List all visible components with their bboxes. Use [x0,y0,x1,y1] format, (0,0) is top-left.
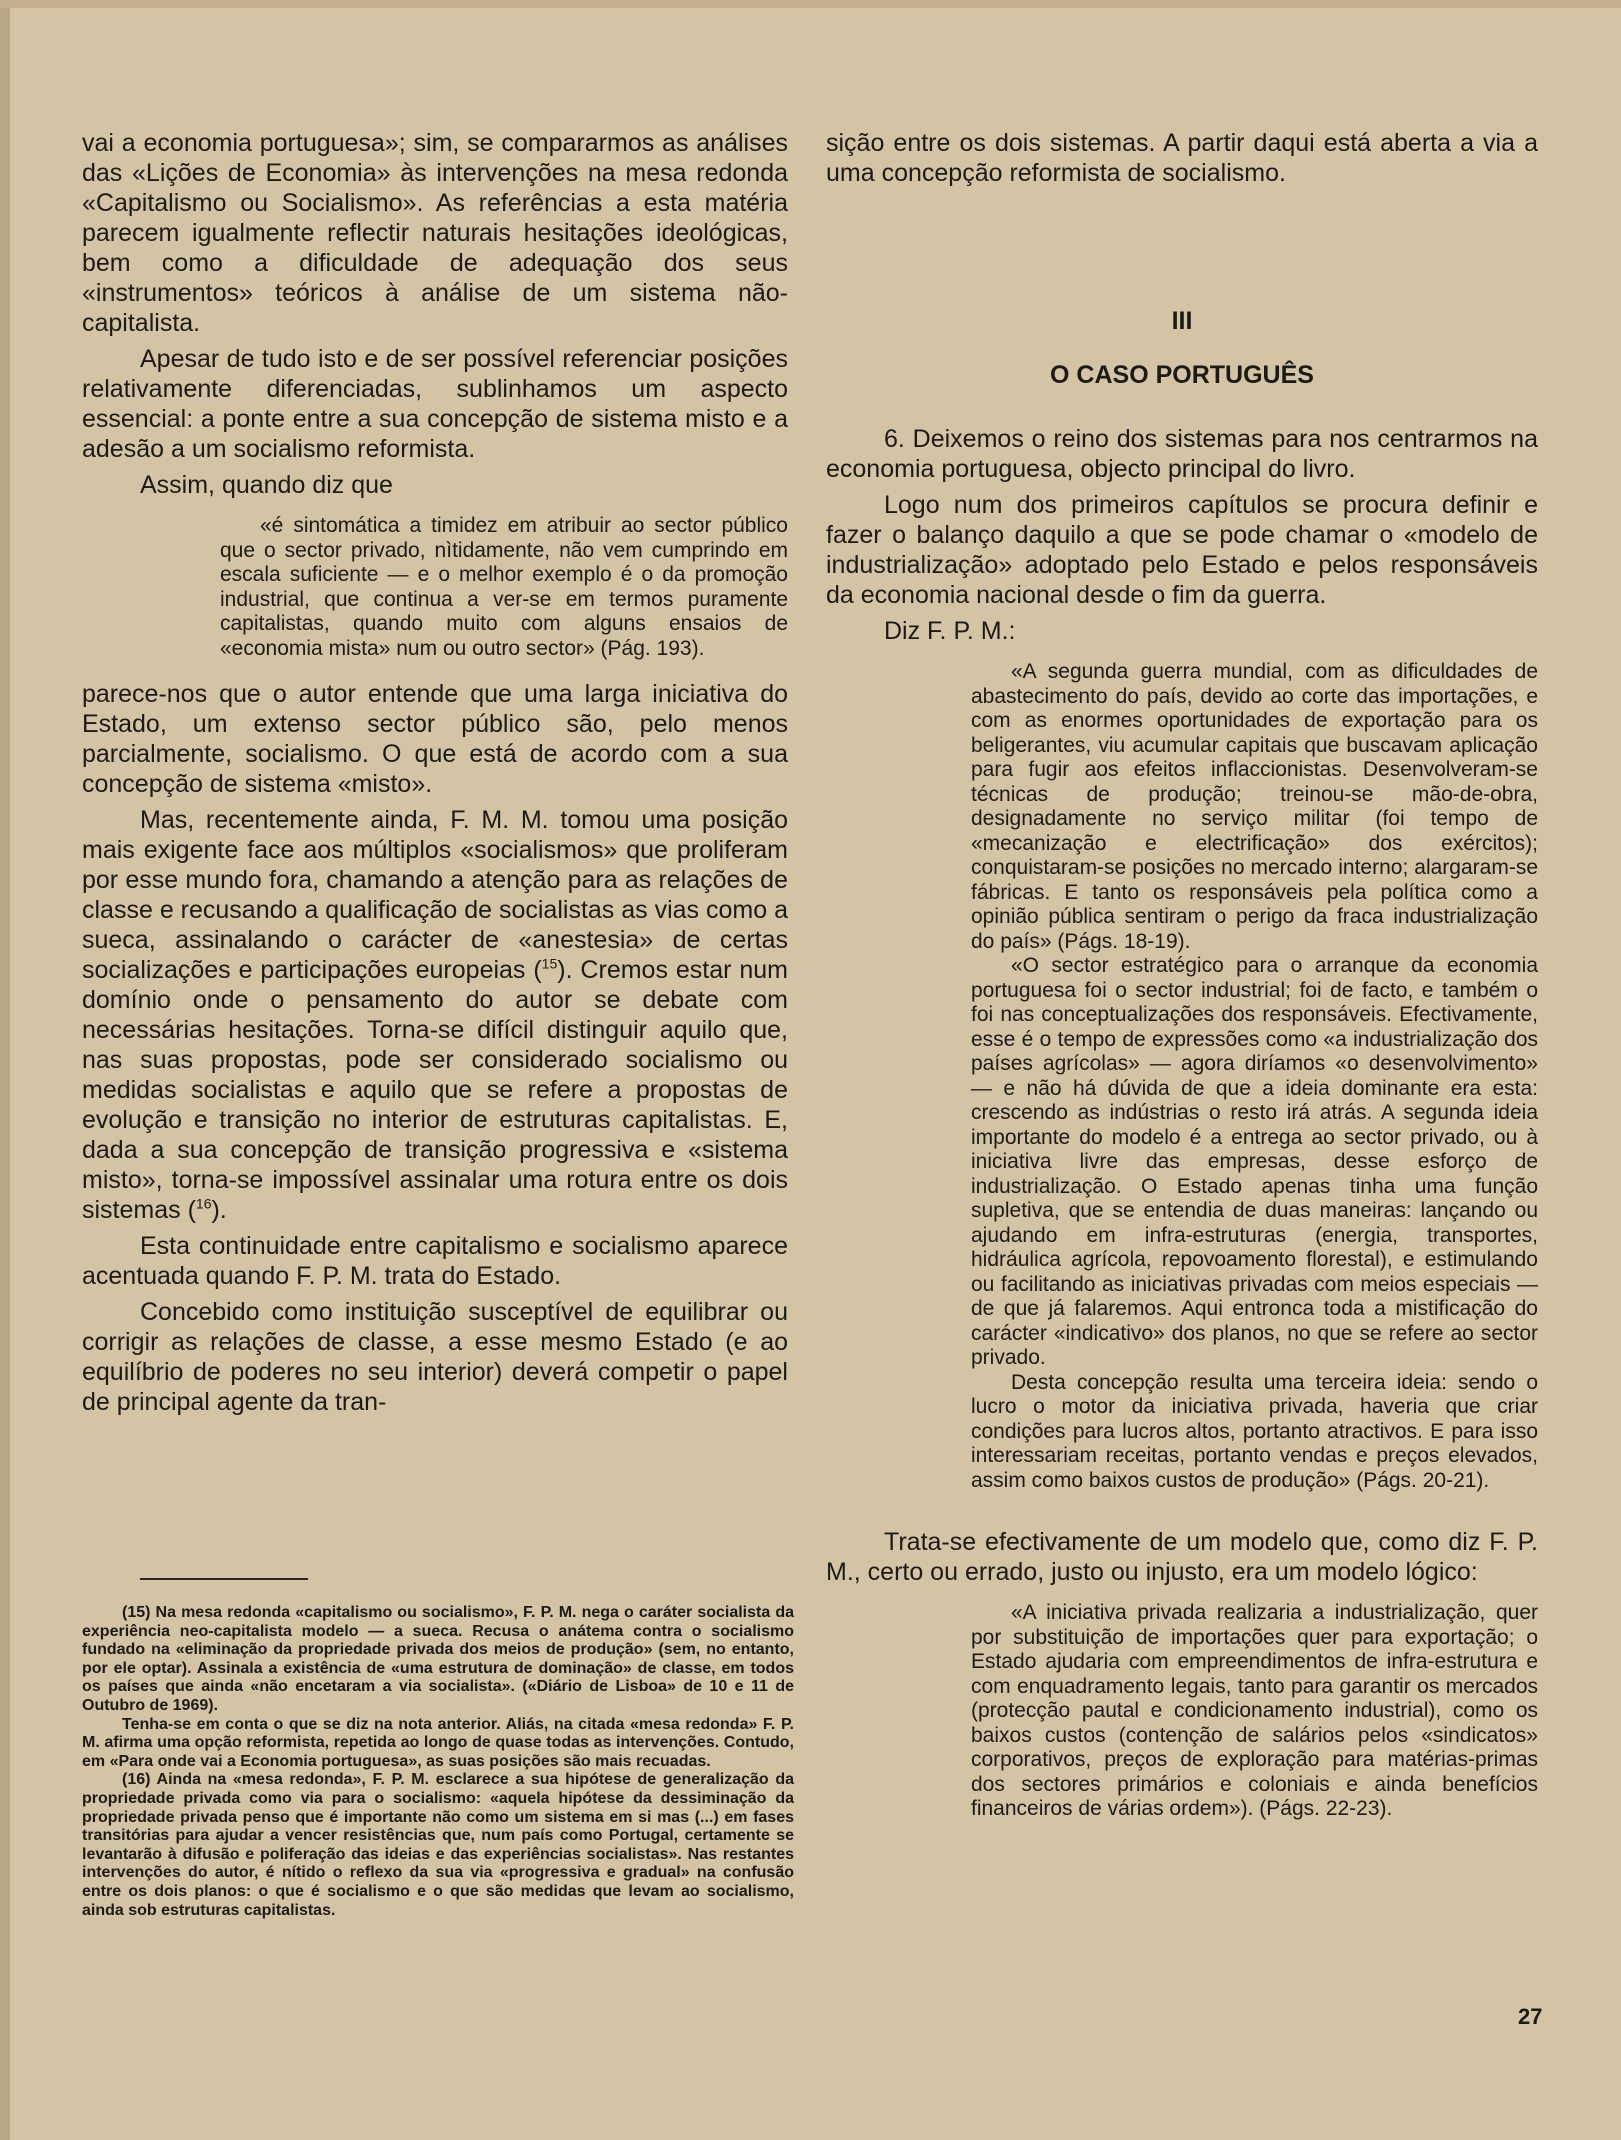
paragraph: Esta continuidade entre capitalismo e socialismo aparece acentuada quando F. P. M. trata do Estado. [82,1232,788,1290]
footnote-text: Ainda na «mesa redonda», F. P. M. esclarece a sua hipótese de generalização da propriedade privada como via para o socialismo: «aquela hipótese da dessiminação da propriedade privada penso que é importante não como um sistema em si mas (...) em fases transitórias para ajudar a vencer resistências que, num país como Portugal, certamente se levantarão à difusão e poliferação das ideias e das experiências socialistas». Nas restantes intervenções do autor, é nítido o reflexo da sua via «progressiva e gradual» na confusão entre os dois planos: o que é socialismo e o que são medidas que levam ao socialismo, ainda sob estruturas capitalistas. [82,1771,794,1919]
paragraph-text: Mas, recentemente ainda, F. M. M. tomou uma posição mais exigente face aos múltiplos «socialismos» que proliferam por esse mundo fora, chamando a atenção para as relações de classe e recusando a qualificação de socialistas as vias como a sueca, assinalando o carácter de «anestesia» de certas socializações e participações europeias ( [82,806,788,984]
paragraph-text: ). Cremos estar num domínio onde o pensamento do autor se debate com necessárias hesitações. Torna-se difícil distinguir aquilo que, nas suas propostas, pode ser considerado socialismo ou medidas socialistas e aquilo que se refere a propostas de evolução e transição no interior de estruturas capitalistas. E, dada a sua concepção de transição progressiva e «sistema misto», torna-se impossível assinalar uma rotura entre os dois sistemas ( [82,956,788,1224]
paragraph: Apesar de tudo isto e de ser possível referenciar posições relativamente diferenciadas, sublinhamos um aspecto essencial: a ponte entre a sua concepção de sistema misto e a adesão a um socialismo reformista. [82,345,788,463]
section-title: O CASO PORTUGUÊS [1050,361,1314,389]
paragraph: Concebido como instituição susceptível de equilibrar ou corrigir as relações de classe, a esse mesmo Estado (e ao equilíbrio de poderes no seu interior) deverá competir o papel de principal agente da tran- [82,1298,788,1416]
left-column [82,128,788,1423]
footnote-mark: (15) [122,1604,151,1621]
quote-text: «O sector estratégico para o arranque da economia portuguesa foi o sector industrial; foi de facto, e também o foi nas conceptualizações dos responsáveis. Efectivamente, esse é o tempo de expressões como «a industrialização dos países agrícolas» — agora diríamos «o desenvolvimento» — e não há dúvida de que a ideia dominante era esta: crescendo as indústrias o resto irá atrás. A segunda ideia importante do modelo é a entrega ao sector privado, ou à iniciativa livre das empresas, desse esforço de industrialização. O Estado apenas tinha uma função supletiva, que se entendia de duas maneiras: lançando ou ajudando em infra-estruturas (energia, transportes, hidráulica agrícola, repovoamento florestal), e estimulando ou facilitando as iniciativas privadas com meios especiais — de que já falaremos. Aqui entronca toda a mistificação do carácter «indicativo» dos planos, no que se refere ao sector privado. [971,954,1538,1369]
footnote: Tenha-se em conta o que se diz na nota anterior. Aliás, na citada «mesa redonda» F. P. M. afirma uma opção reformista, repetida ao longo de quase todas as intervenções. Contudo, em «Para onde vai a Economia portuguesa», as suas posições são mais recuadas. [82,1715,794,1770]
page-number: 27 [1518,2004,1543,2029]
quote-text: «A iniciativa privada realizaria a industrialização, quer por substituição de importações quer para exportação; o Estado ajudaria com empreendimentos de infra-estrutura e com enquadramento legais, tanto para garantir os mercados (protecção pautal e condicionamento industrial), como os baixos custos (contenção de salários pelos «sindicatos» corporativos, preços de exploração para matérias-primas dos sectores primários e coloniais e ainda benefícios financeiros de várias ordem»). (Págs. 22-23). [971,1601,1538,1820]
paragraph-text: ). [211,1196,227,1224]
paragraph: parece-nos que o autor entende que uma larga iniciativa do Estado, um extenso sector público são, pelo menos parcialmente, socialismo. O que está de acordo com a sua concepção de sistema «misto». [82,680,788,798]
paragraph: Logo num dos primeiros capítulos se procura definir e fazer o balanço daquilo a que se pode chamar o «modelo de industrialização» adoptado pelo Estado e pelos responsáveis da economia nacional desde o fim da guerra. [826,491,1538,609]
paragraph: sição entre os dois sistemas. A partir daqui está aberta a via a uma concepção reformista de socialismo. [826,129,1538,187]
footnote-rule [140,1578,308,1580]
page-edge-shadow [0,0,10,2140]
block-quote [971,1601,1538,1822]
block-quote [220,514,788,661]
footnote [82,1771,794,1920]
paragraph: Diz F. P. M.: [884,617,1016,645]
paragraph: 6. Deixemos o reino dos sistemas para nos centrarmos na economia portuguesa, objecto principal do livro. [826,425,1538,483]
footnote-mark: (16) [122,1771,151,1789]
footnote-text: Na mesa redonda «capitalismo ou socialismo», F. P. M. nega o caráter socialista da experiência neo-capitalista modelo — a sueca. Recusa o anátema contra o socialismo fundado na «eliminação da propriedade privada dos meios de produção» (sem, no entanto, por ele optar). Assinala a existência de «uma estrutura de dominação» de classe, em todos os países que ainda «não encetaram a via socialista». («Diário de Lisboa» de 10 e 11 de Outubro de 1969). [82,1604,795,1714]
quote-text: «A segunda guerra mundial, com as dificuldades de abastecimento do país, devido ao corte das importações, e com as enormes oportunidades de exportação para os beligerantes, viu acumular capitais que buscavam aplicação para fugir aos efeitos inflaccionistas. Desenvolveram-se técnicas de produção; treinou-se mão-de-obra, designadamente no serviço militar (foi tempo de «mecanização e electrificação» dos exércitos); conquistaram-se posições no mercado interno; alargaram-se fábricas. E tanto os responsáveis pela política como a opinião pública sentiram o perigo da fraca industrialização do país» (Págs. 18-19). [971,660,1538,953]
right-column [826,128,1538,1840]
quote-text: «é sintomática a timidez em atribuir ao sector público que o sector privado, nìtidamente, não vem cumprindo em escala suficiente — e o melhor exemplo é o da promoção industrial, que continua a ver-se em termos puramente capitalistas, quando muito com alguns ensaios de «economia mista» num ou outro sector» (Pág. 193). [220,514,788,660]
paragraph: Trata-se efectivamente de um modelo que, como diz F. P. M., certo ou errado, justo ou injusto, era um modelo lógico: [826,1528,1538,1586]
footnote-ref: 15 [541,955,558,972]
footnote [82,1604,794,1716]
paragraph: Assim, quando diz que [140,471,393,499]
paragraph [82,805,788,1225]
quote-text: Desta concepção resulta uma terceira ideia: sendo o lucro o motor da iniciativa privada, haveria que criar condições para lucros altos, portanto atractivos. E para isso interessariam receitas, portanto vendas e preços elevados, assim como baixos custos de produção» (Págs. 20-21). [971,1370,1538,1492]
section-number: III [1171,307,1193,335]
footnote-ref: 16 [195,1195,212,1212]
block-quote [971,660,1538,1493]
footnotes [82,1604,794,1920]
paragraph: vai a economia portuguesa»; sim, se compararmos as análises das «Lições de Economia» às intervenções na mesa redonda «Capitalismo ou Socialismo». As referências a esta matéria parecem igualmente reflectir naturais hesitações ideológicas, bem como a dificuldade de adequação dos seus «instrumentos» teóricos à análise de um sistema não-capitalista. [82,129,788,337]
page-top-edge [0,0,1621,8]
